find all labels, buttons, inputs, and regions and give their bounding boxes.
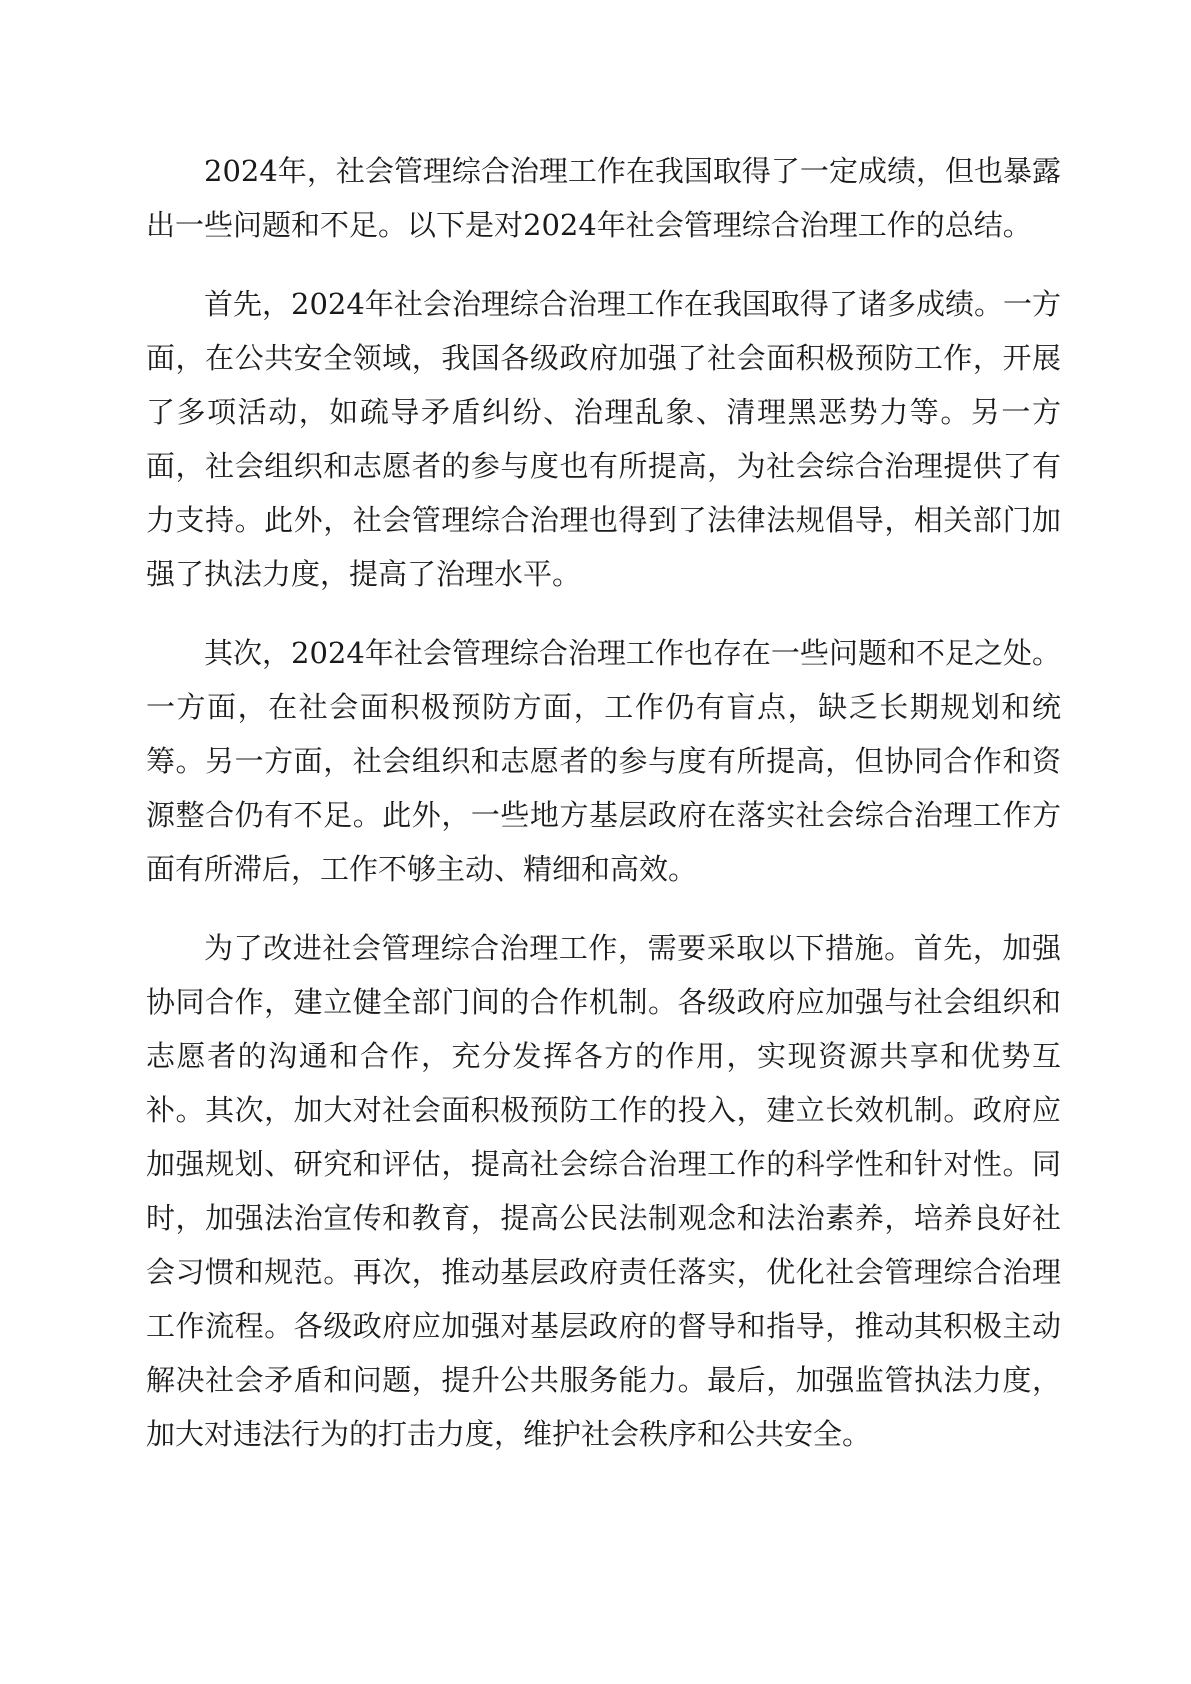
document-body xyxy=(146,144,1061,1486)
paragraph-problems: 其次，2024年社会管理综合治理工作也存在一些问题和不足之处。一方面，在社会面积极预防方面，工作仍有盲点，缺乏长期规划和统筹。另一方面，社会组织和志愿者的参与度有所提高，但协同合作和资源整合仍有不足。此外，一些地方基层政府在落实社会综合治理工作方面有所滞后，工作不够主动、精细和高效。 xyxy=(146,636,1061,886)
paragraph-achievements: 首先，2024年社会治理综合治理工作在我国取得了诸多成绩。一方面，在公共安全领域，我国各级政府加强了社会面积极预防工作，开展了多项活动，如疏导矛盾纠纷、治理乱象、清理黑恶势力等。另一方面，社会组织和志愿者的参与度也有所提高，为社会综合治理提供了有力支持。此外，社会管理综合治理也得到了法律法规倡导，相关部门加强了执法力度，提高了治理水平。 xyxy=(146,287,1061,591)
paragraph-measures: 为了改进社会管理综合治理工作，需要采取以下措施。首先，加强协同合作，建立健全部门间的合作机制。各级政府应加强与社会组织和志愿者的沟通和合作，充分发挥各方的作用，实现资源共享和优势互补。其次，加大对社会面积极预防工作的投入，建立长效机制。政府应加强规划、研究和评估，提高社会综合治理工作的科学性和针对性。同时，加强法治宣传和教育，提高公民法制观念和法治素养，培养良好社会习惯和规范。再次，推动基层政府责任落实，优化社会管理综合治理工作流程。各级政府应加强对基层政府的督导和指导，推动其积极主动解决社会矛盾和问题，提升公共服务能力。最后，加强监管执法力度，加大对违法行为的打击力度，维护社会秩序和公共安全。 xyxy=(146,931,1061,1451)
paragraph-intro: 2024年，社会管理综合治理工作在我国取得了一定成绩，但也暴露出一些问题和不足。以下是对2024年社会管理综合治理工作的总结。 xyxy=(146,154,1061,242)
